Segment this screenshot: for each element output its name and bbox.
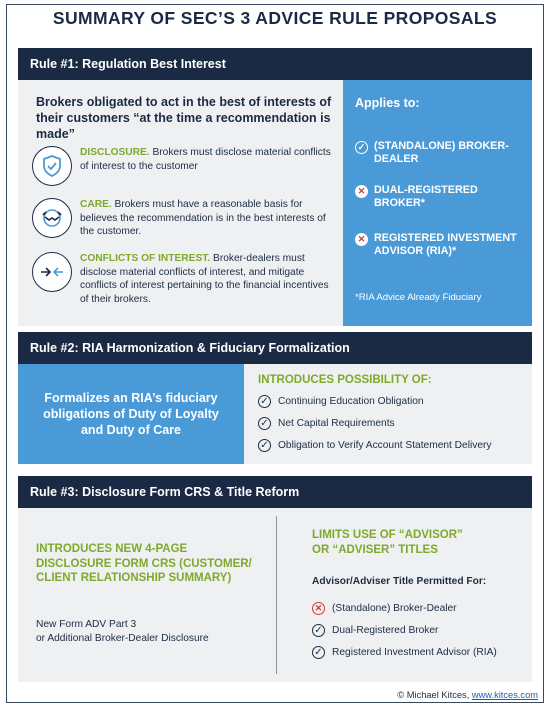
applies-panel — [343, 80, 532, 326]
rule2-card — [18, 332, 532, 464]
rule3-card — [18, 476, 532, 682]
rule3-right-heading: LIMITS USE OF “ADVISOR” OR “ADVISER” TITLES — [312, 529, 463, 556]
permitted-label: Advisor/Adviser Title Permitted For: — [312, 576, 487, 587]
list-item: ✓ Dual-Registered Broker — [312, 624, 438, 637]
page-title: SUMMARY OF SEC’S 3 ADVICE RULE PROPOSALS — [52, 8, 498, 28]
list-item: ✓ Continuing Education Obligation — [258, 395, 424, 408]
handshake-icon — [32, 198, 72, 238]
rule2-summary: Formalizes an RIA’s fiduciary obligations of Duty of Loyalty and Duty of Care — [18, 364, 244, 464]
conflicts-key: CONFLICTS OF INTEREST. — [80, 253, 211, 264]
check-icon: ✓ — [258, 395, 271, 408]
rule1-card — [18, 48, 532, 326]
rule3-form-crs — [18, 508, 276, 682]
rule2-possibilities — [244, 364, 532, 464]
applies-item-ria: ✕ REGISTERED INVESTMENT ADVISOR (RIA)* — [355, 232, 530, 258]
list-item: ✓ Registered Investment Advisor (RIA) — [312, 646, 497, 659]
list-item: ✓ Net Capital Requirements — [258, 417, 395, 430]
check-icon: ✓ — [312, 646, 325, 659]
conflicts-text: Broker-dealers must disclose material conflicts of interest, and mitigate conflicts of interest pertaining to the financial incentives of their brokers. — [80, 253, 329, 305]
shield-check-icon — [32, 146, 72, 186]
check-icon: ✓ — [355, 141, 368, 154]
rule3-header: Rule #3: Disclosure Form CRS & Title Reform — [18, 476, 532, 508]
x-icon: ✕ — [355, 185, 368, 198]
applies-item-broker-dealer: ✓ (STANDALONE) BROKER-DEALER — [355, 140, 530, 166]
applies-item-dual-registered: ✕ DUAL-REGISTERED BROKER* — [355, 184, 530, 210]
care-key: CARE. — [80, 199, 112, 210]
check-icon: ✓ — [312, 624, 325, 637]
credit: © Michael Kitces, www.kitces.com — [397, 690, 538, 700]
rule3-title-reform — [278, 508, 532, 682]
x-icon: ✕ — [355, 233, 368, 246]
kitces-link[interactable]: www.kitces.com — [471, 690, 538, 700]
care-text: Brokers must have a reasonable basis for believes the recommendation is in the best interests of the customer. — [80, 199, 326, 237]
rule1-details — [18, 80, 343, 326]
check-icon: ✓ — [258, 439, 271, 452]
applies-label: Applies to: — [355, 96, 420, 110]
rule2-right-heading: INTRODUCES POSSIBILITY OF: — [258, 374, 432, 386]
arrows-conflict-icon — [32, 252, 72, 292]
list-item: ✓ Obligation to Verify Account Statement Delivery — [258, 439, 491, 452]
divider — [276, 516, 277, 674]
disclosure-text: Brokers must disclose material conflicts of interest to the customer — [80, 147, 331, 172]
rule3-left-heading: INTRODUCES NEW 4-PAGE DISCLOSURE FORM CRS (CUSTOMER/ CLIENT RELATIONSHIP SUMMARY) — [36, 543, 252, 584]
rule3-left-sub: New Form ADV Part 3 or Additional Broker-Dealer Disclosure — [36, 619, 209, 644]
check-icon: ✓ — [258, 417, 271, 430]
rule2-header: Rule #2: RIA Harmonization & Fiduciary Formalization — [18, 332, 532, 364]
rule1-header: Rule #1: Regulation Best Interest — [18, 48, 532, 80]
disclosure-key: DISCLOSURE. — [80, 147, 150, 158]
rule1-intro: Brokers obligated to act in the best of interests of their customers “at the time a recommendation is made” — [36, 95, 332, 141]
x-icon: ✕ — [312, 602, 325, 615]
applies-note: *RIA Advice Already Fiduciary — [355, 292, 482, 303]
list-item: ✕ (Standalone) Broker-Dealer — [312, 602, 457, 615]
